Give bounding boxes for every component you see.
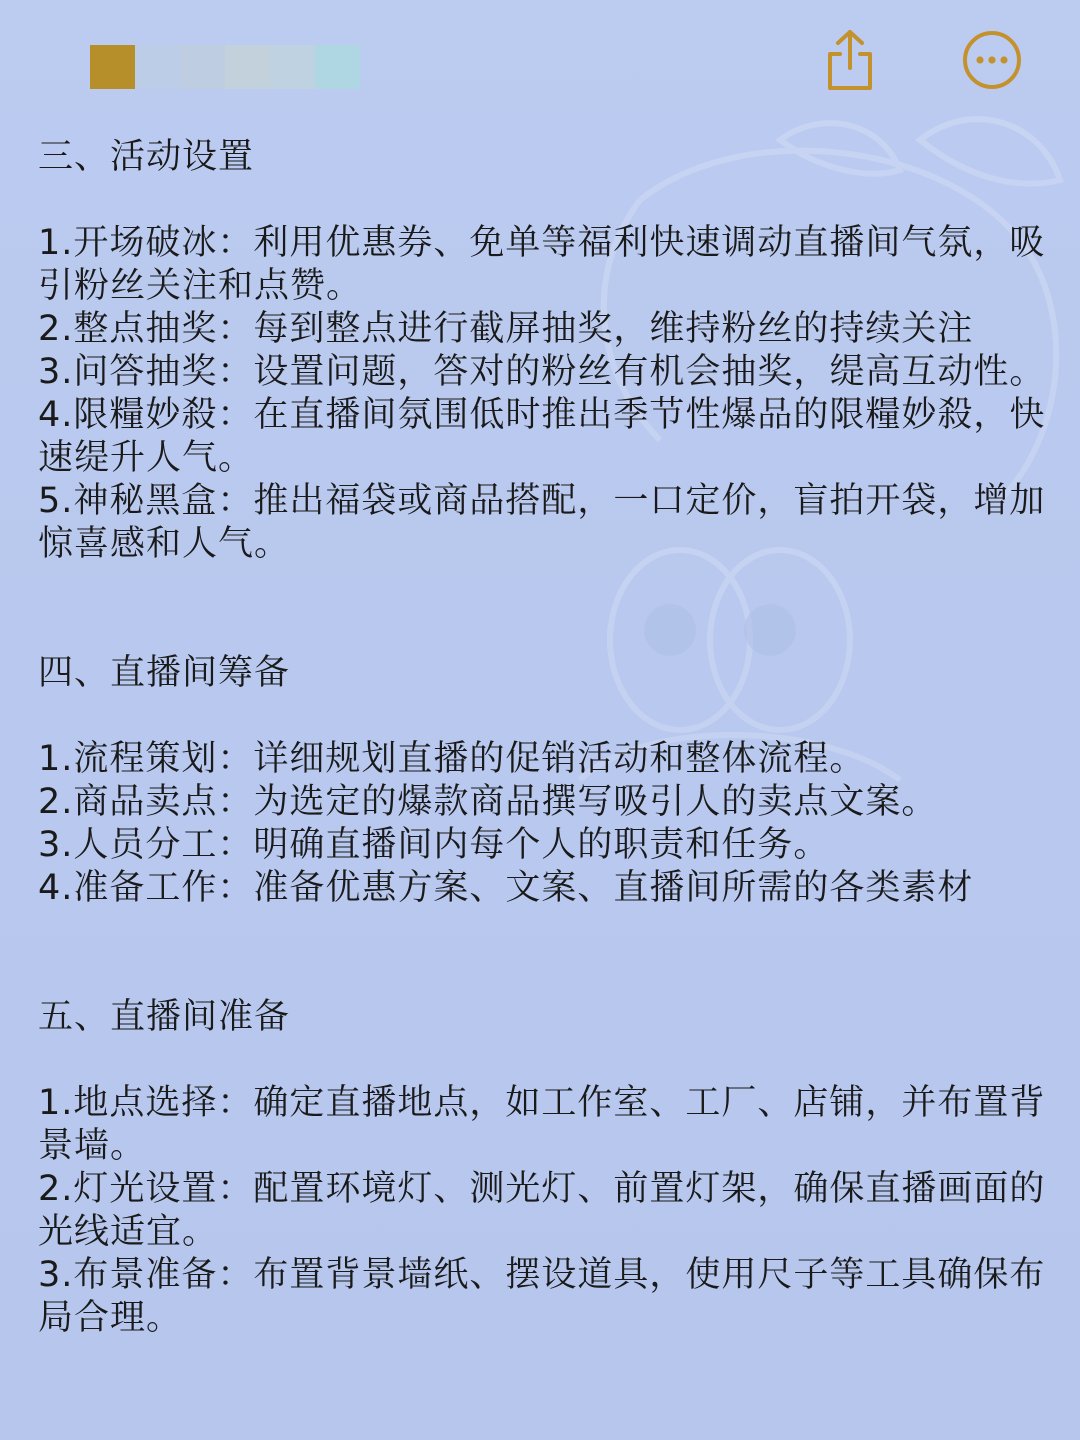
list-item: 3.人员分工：明确直播间内每个人的职责和任务。 [38,825,830,865]
list-item: 4.准备工作：准备优惠方案、文案、直播间所需的各类素材 [38,868,974,908]
list-item: 2.灯光设置：配置环境灯、测光灯、前置灯架，确保直播画面的光线适宜。 [38,1169,1046,1252]
section-title: 三、活动设置 [38,137,255,177]
list-item: 1.开场破冰：利用优惠券、免单等福利快速调动直播间气氛，吸引粉丝关注和点赞。 [38,223,1046,306]
list-item: 2.商品卖点：为选定的爆款商品撰写吸引人的卖点文案。 [38,782,938,822]
section-activity-settings [38,136,1048,566]
top-bar [0,0,1080,120]
list-item: 2.整点抽奖：每到整点进行截屏抽奖，维持粉丝的持续关注 [38,309,974,349]
share-icon [822,28,878,92]
redacted-block [315,45,360,89]
list-item: 3.布景准备：布置背景墙纸、摆设道具，使用尺子等工具确保布局合理。 [38,1255,1046,1338]
redacted-block [90,45,135,89]
note-content [38,136,1048,1340]
redacted-block [225,45,270,89]
more-dots-icon [961,29,1023,91]
section-title: 四、直播间筹备 [38,653,291,693]
list-item: 4.限糧妙殺：在直播间氛围低时推出季节性爆品的限糧妙殺，快速缇升人气。 [38,395,1046,478]
list-item: 3.问答抽奖：设置问题，答对的粉丝有机会抽奖，缇高互动性。 [38,352,1046,392]
more-button[interactable] [960,28,1024,92]
redacted-block [270,45,315,89]
list-item: 1.地点选择：确定直播地点，如工作室、工厂、店铺，并布置背景墙。 [38,1083,1046,1166]
section-live-room-planning [38,652,1048,910]
redacted-block [180,45,225,89]
list-item: 5.神秘黑盒：推出福袋或商品搭配，一口定价，盲拍开袋，增加惊喜感和人气。 [38,481,1046,564]
section-live-room-preparation [38,996,1048,1340]
redacted-block [135,45,180,89]
list-item: 1.流程策划：详细规划直播的促销活动和整体流程。 [38,739,866,779]
redacted-title [90,45,360,89]
share-button[interactable] [818,28,882,92]
section-title: 五、直播间准备 [38,997,291,1037]
